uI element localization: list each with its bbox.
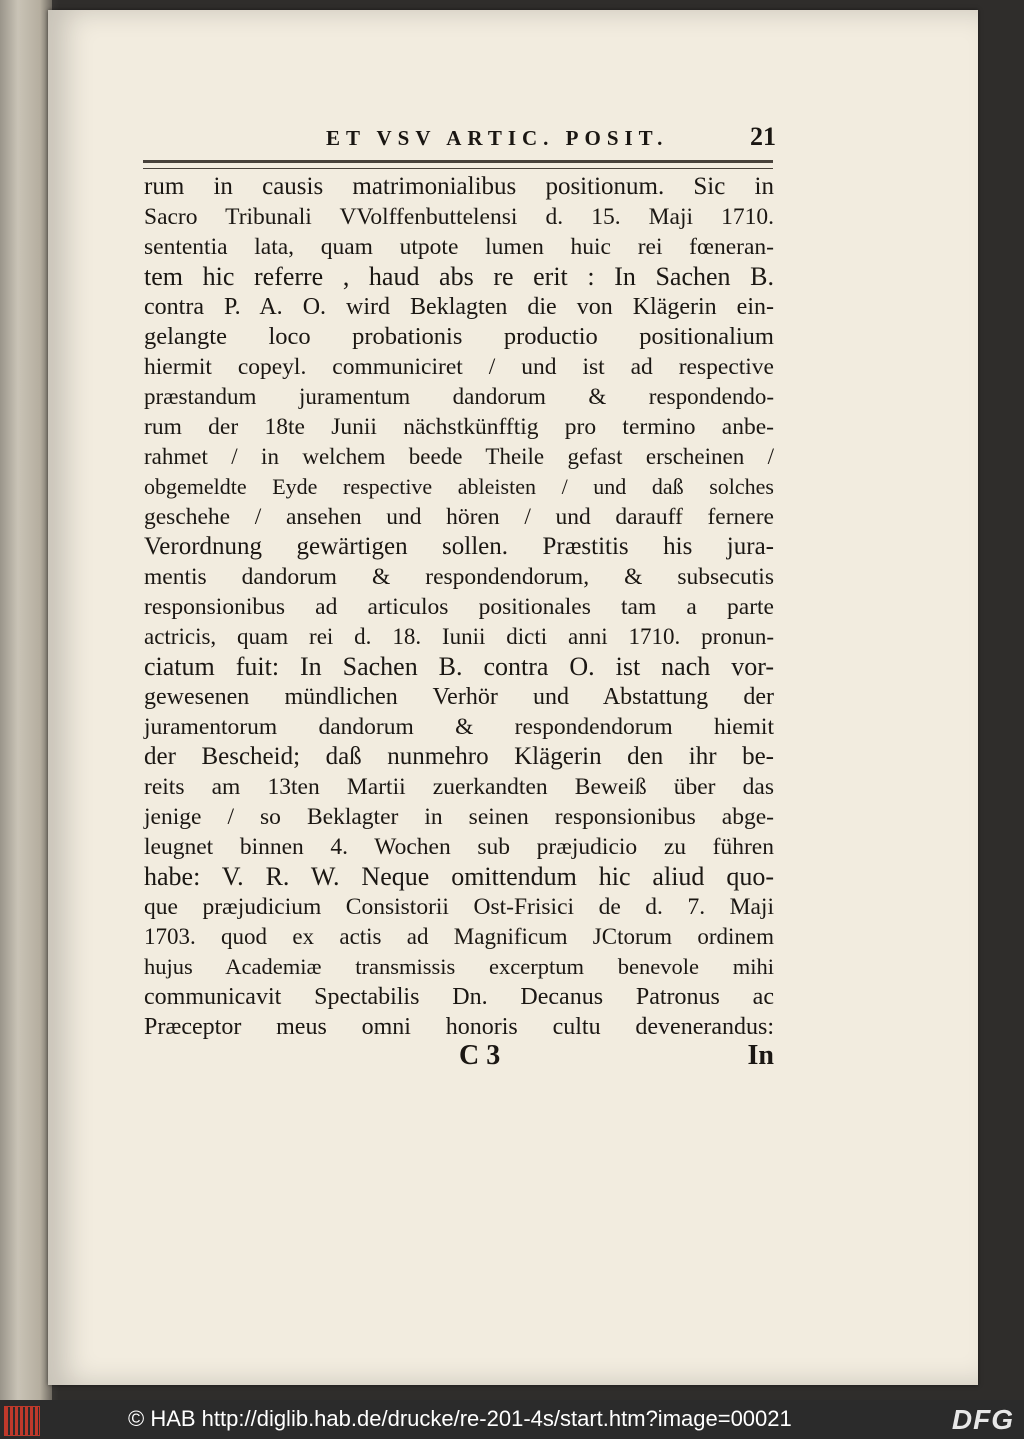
- text-line: gewesenen mündlichen Verhör und Abstattung der: [144, 684, 774, 710]
- text-line: 1703. quod ex actis ad Magnificum JCtorum ordinem: [144, 924, 774, 949]
- text-line: leugnet binnen 4. Wochen sub præjudicio zu führen: [144, 834, 774, 860]
- text-line: præstandum juramentum dandorum & respondendo-: [144, 384, 774, 409]
- text-line: hiermit copeyl. communiciret / und ist ad respective: [144, 354, 774, 380]
- text-line: habe: V. R. W. Neque omittendum hic aliud quo-: [144, 862, 774, 891]
- text-line: rahmet / in welchem beede Theile gefast erscheinen /: [144, 444, 774, 469]
- viewer-footer: [0, 1400, 1024, 1439]
- text-line: hujus Academiæ transmissis excerptum benevole mihi: [144, 954, 774, 979]
- text-line: Præceptor meus omni honoris cultu devenerandus:: [144, 1014, 774, 1040]
- text-line: reits am 13ten Martii zuerkandten Beweiß über das: [144, 774, 774, 800]
- hab-barcode-logo-icon: [4, 1406, 40, 1436]
- page-foot: [144, 1040, 774, 1074]
- text-line: mentis dandorum & respondendorum, & subsecutis: [144, 564, 774, 590]
- text-line: gelangte loco probationis productio positionalium: [144, 323, 774, 350]
- catchword: In: [747, 1040, 774, 1071]
- running-header: [96, 120, 776, 156]
- body-text: [144, 172, 774, 1042]
- text-line: obgemeldte Eyde respective ableisten / und daß solches: [144, 474, 774, 499]
- text-line: rum der 18te Junii nächstkünfftig pro termino anbe-: [144, 414, 774, 440]
- previous-page-edge: [0, 0, 52, 1400]
- page-number: 21: [750, 122, 776, 151]
- text-line: Verordnung gewärtigen sollen. Præstitis his jura-: [144, 533, 774, 560]
- text-line: rum in causis matrimonialibus positionum. Sic in: [144, 173, 774, 200]
- signature-mark: C 3: [459, 1040, 501, 1071]
- text-line: sententia lata, quam utpote lumen huic rei fœneran-: [144, 234, 774, 260]
- text-line: contra P. A. O. wird Beklagten die von Klägerin ein-: [144, 294, 774, 320]
- text-line: tem hic referre , haud abs re erit : In Sachen B.: [144, 262, 774, 291]
- text-line: der Bescheid; daß nunmehro Klägerin den ihr be-: [144, 743, 774, 770]
- text-line: geschehe / ansehen und hören / und darauff fernere: [144, 504, 774, 530]
- text-line: communicavit Spectabilis Dn. Decanus Patronus ac: [144, 984, 774, 1010]
- text-line: actricis, quam rei d. 18. Iunii dicti anni 1710. pronun-: [144, 624, 774, 649]
- text-line: juramentorum dandorum & respondendorum hiemit: [144, 714, 774, 740]
- text-line: jenige / so Beklagter in seinen responsionibus abge-: [144, 804, 774, 830]
- text-line: Sacro Tribunali VVolffenbuttelensi d. 15. Maji 1710.: [144, 204, 774, 230]
- running-title: ET VSV ARTIC. POSIT.: [326, 126, 669, 150]
- copyright-link[interactable]: © HAB http://diglib.hab.de/drucke/re-201-4s/start.htm?image=00021: [128, 1406, 792, 1431]
- dfg-logo: DFG: [951, 1404, 1014, 1435]
- header-rule: [143, 160, 773, 169]
- text-line: responsionibus ad articulos positionales tam a parte: [144, 594, 774, 620]
- text-line: ciatum fuit: In Sachen B. contra O. ist nach vor-: [144, 652, 774, 681]
- text-line: que præjudicium Consistorii Ost-Frisici de d. 7. Maji: [144, 894, 774, 920]
